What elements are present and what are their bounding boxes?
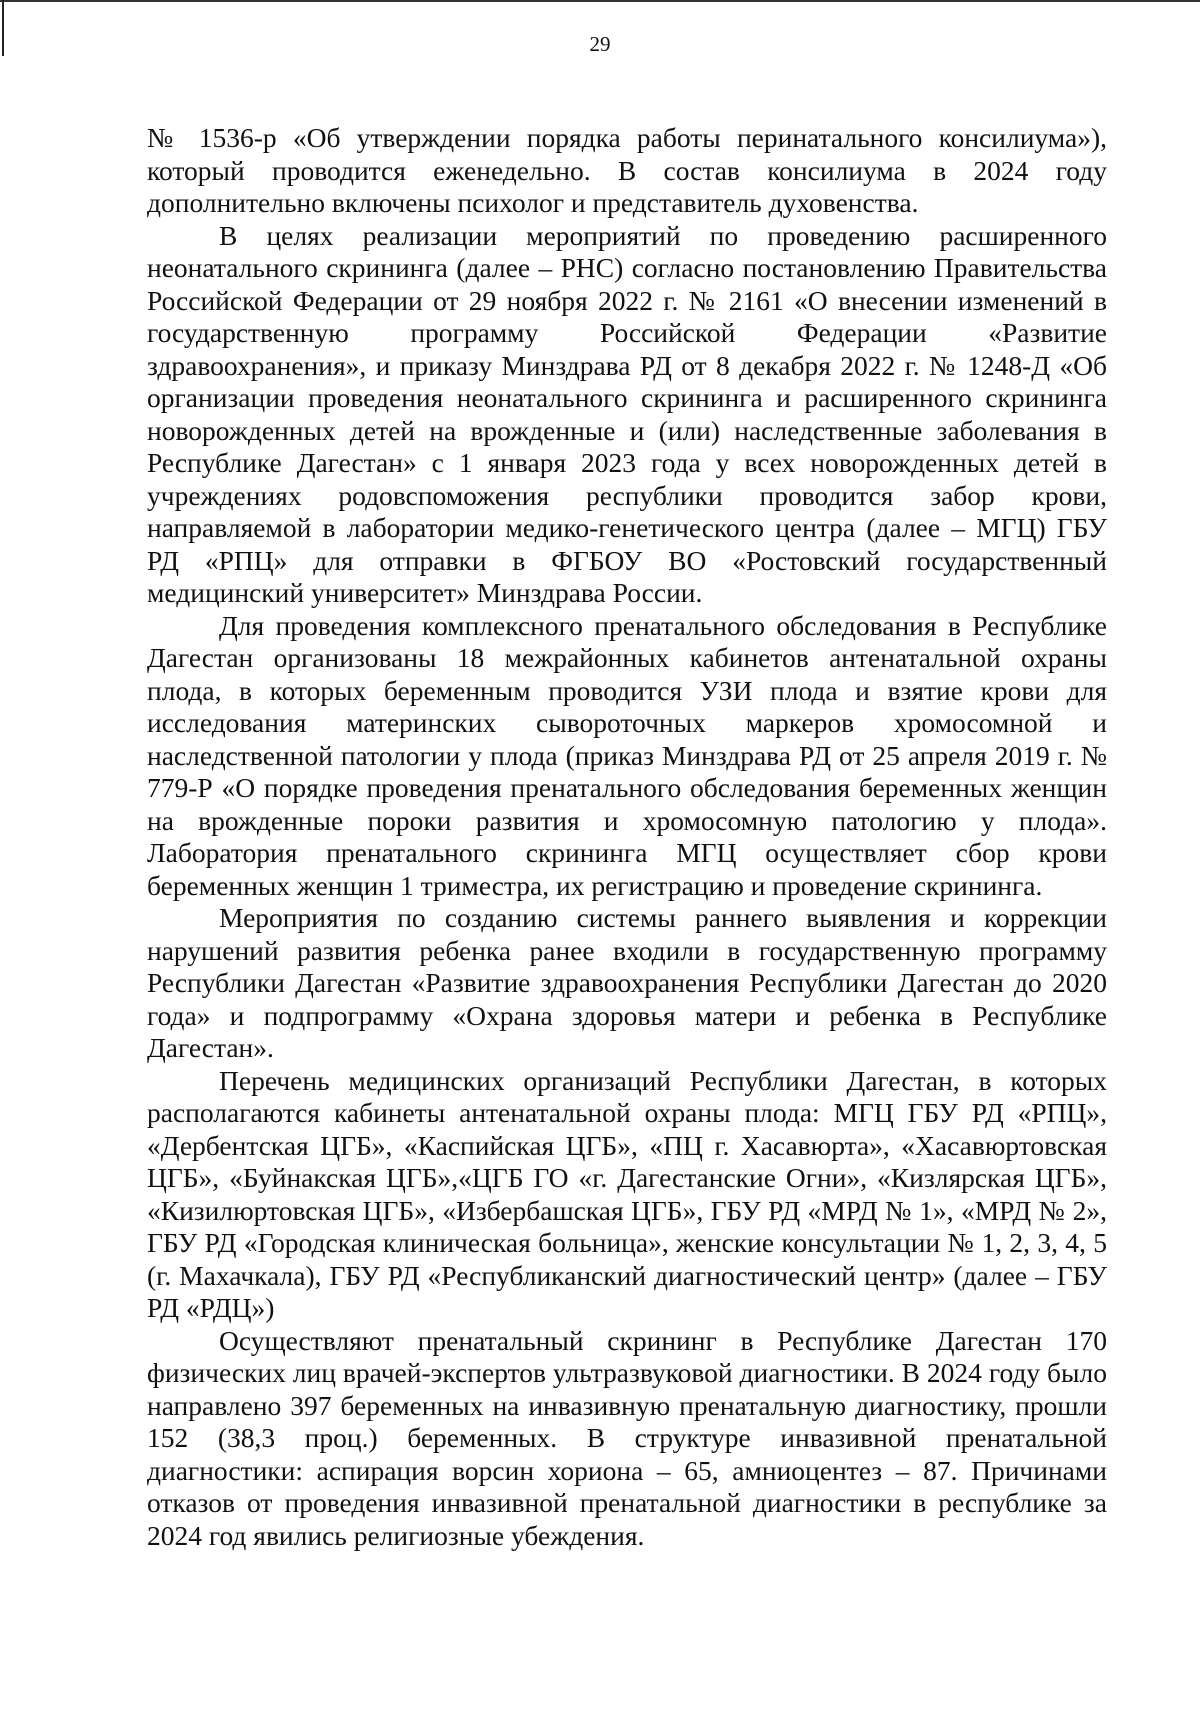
paragraph-invasive-diagnostics: Осуществляют пренатальный скрининг в Республике Дагестан 170 физических лиц врачей-экспертов ультразвуковой диагностики. В 2024 году было направлено 397 беременных на инвазивную пренатальную диагностику, прошли 152 (38,3 проц.) беременных. В структуре инвазивной пренатальной диагностики: аспирация ворсин хориона – 65, амниоцентез – 87. Причинами отказов от проведения инвазивной пренатальной диагностики в республике за 2024 год явились религиозные убеждения. [147,1324,1107,1551]
document-body [147,122,1107,1552]
paragraph-prenatal-examination: Для проведения комплексного пренатального обследования в Республике Дагестан организованы 18 межрайонных кабинетов антенатальной охраны плода, в которых беременным проводится УЗИ плода и взятие крови для исследования материнских сывороточных маркеров хромосомной и наследственной патологии у плода (приказ Минздрава РД от 25 апреля 2019 г. № 779-Р «О порядке проведения пренатального обследования беременных женщин на врожденные пороки развития и хромосомную патологию у плода». Лаборатория пренатального скрининга МГЦ осуществляет сбор крови беременных женщин 1 триместра, их регистрацию и проведение скрининга. [147,609,1107,901]
paragraph-early-detection-program: Мероприятия по созданию системы раннего выявления и коррекции нарушений развития ребенка ранее входили в государственную программу Республики Дагестан «Развитие здравоохранения Республики Дагестан до 2020 года» и подпрограмму «Охрана здоровья матери и ребенка в Республике Дагестан». [147,902,1107,1063]
paragraph-medical-organizations-list: Перечень медицинских организаций Республики Дагестан, в которых располагаются кабинеты антенатальной охраны плода: МГЦ ГБУ РД «РПЦ», «Дербентская ЦГБ», «Каспийская ЦГБ», «ПЦ г. Хасавюрта», «Хасавюртовская ЦГБ», «Буйнакская ЦГБ»,«ЦГБ ГО «г. Дагестанские Огни», «Кизлярская ЦГБ», «Кизилюртовская ЦГБ», «Избербашская ЦГБ», ГБУ РД «МРД № 1», «МРД № 2», ГБУ РД «Городская клиническая больница», женские консультации № 1, 2, 3, 4, 5 (г. Махачкала), ГБУ РД «Республиканский диагностический центр» (далее – ГБУ РД «РДЦ») [147,1064,1107,1323]
page-number: 29 [589,32,611,56]
paragraph-consilium: № 1536-р «Об утверждении порядка работы перинатального консилиума»), который проводится еженедельно. В состав консилиума в 2024 году дополнительно включены психолог и представитель духовенства. [147,122,1107,218]
paragraph-neonatal-screening: В целях реализации мероприятий по проведению расширенного неонатального скрининга (далее – РНС) согласно постановлению Правительства Российской Федерации от 29 ноября 2022 г. № 2161 «О внесении изменений в государственную программу Российской Федерации «Развитие здравоохранения», и приказу Минздрава РД от 8 декабря 2022 г. № 1248-Д «Об организации проведения неонатального скрининга и расширенного скрининга новорожденных детей на врожденные и (или) наследственные заболевания в Республике Дагестан» с 1 января 2023 года у всех новорожденных детей в учреждениях родовспоможения республики проводится забор крови, направляемой в лаборатории медико-генетического центра (далее – МГЦ) ГБУ РД «РПЦ» для отправки в ФГБОУ ВО «Ростовский государственный медицинский университет» Минздрава России. [147,219,1107,608]
scan-border-top [0,0,1200,2]
